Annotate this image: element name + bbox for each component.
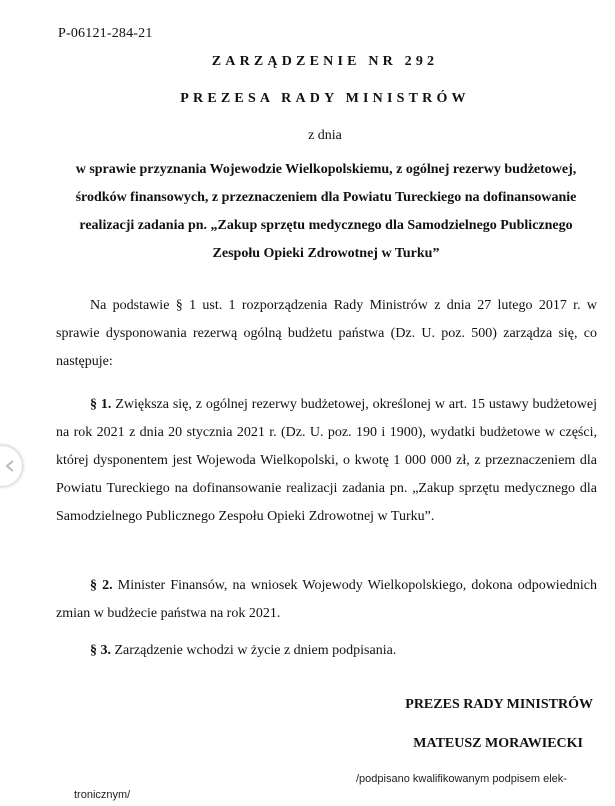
previous-page-button[interactable] [0, 446, 22, 486]
document-id: P-06121-284-21 [58, 26, 153, 41]
section-1-text: Zwiększa się, z ogólnej rezerwy budżetowej, określonej w art. 15 ustawy budżetowej na rok 2021 z dnia 20 stycznia 2021 r. (Dz. U. poz. 190 i 1900), wydatki budżetowe w części, której dysponentem jest Wojewoda Wielkopolski, o kwotę 1 000 000 zł, z przeznaczeniem dla Powiatu Tureckiego na dofinansowanie realizacji zadania pn. „Zakup sprzętu medycznego dla Samodzielnego Publicznego Zespołu Opieki Zdrowotnej w Turku”. [56, 397, 598, 524]
esignature-note-line-2: tronicznym/ [74, 789, 131, 801]
section-1 [56, 391, 597, 531]
signatory-title: PREZES RADY MINISTRÓW [405, 697, 593, 712]
section-2-label: § 2. [90, 578, 113, 593]
chevron-left-icon [4, 459, 16, 473]
document-title: ZARZĄDZENIE NR 292 [211, 54, 439, 69]
section-3-text: Zarządzenie wchodzi w życie z dniem podpisania. [114, 643, 397, 658]
document-issuer: PREZESA RADY MINISTRÓW [180, 91, 470, 106]
section-1-label: § 1. [90, 397, 112, 412]
section-2-text: Minister Finansów, na wniosek Wojewody Wielkopolskiego, dokona odpowiednich zmian w budżecie państwa na rok 2021. [56, 578, 598, 621]
intro-paragraph: Na podstawie § 1 ust. 1 rozporządzenia Rady Ministrów z dnia 27 lutego 2017 r. w sprawie dysponowania rezerwą ogólną budżetu państwa (Dz. U. poz. 500) zarządza się, co następuje: [56, 298, 597, 369]
date-line: z dnia [308, 128, 342, 143]
section-3-label: § 3. [90, 643, 111, 658]
esignature-note-line-1: /podpisano kwalifikowanym podpisem elek- [356, 773, 567, 785]
document-subject: w sprawie przyznania Wojewodzie Wielkopolskiemu, z ogólnej rezerwy budżetowej, środków finansowych, z przeznaczeniem dla Powiatu Tureckiego na dofinansowanie realizacji zadania pn. „Zakup sprzętu medycznego dla Samodzielnego Publicznego Zespołu Opieki Zdrowotnej w Turku” [75, 162, 577, 261]
signatory-name: MATEUSZ MORAWIECKI [413, 736, 583, 751]
section-2 [56, 572, 597, 628]
section-3 [56, 637, 597, 665]
